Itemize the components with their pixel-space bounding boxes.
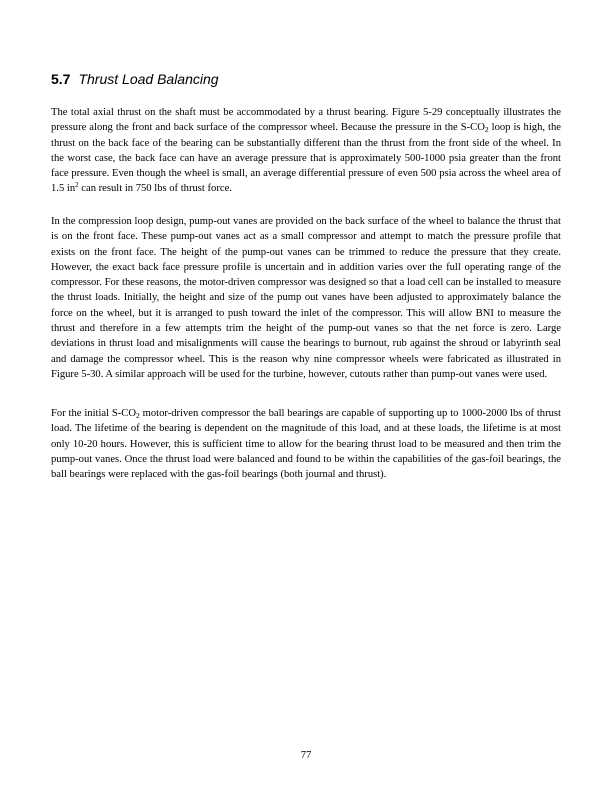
paragraph-thrust-bearing <box>51 105 561 197</box>
paragraph1-text-c: can result in 750 lbs of thrust force. <box>78 183 232 195</box>
paragraph-ball-bearings <box>51 406 561 482</box>
paragraph3-text-b: motor-driven compressor the ball bearings are capable of supporting up to 1000-2000 lbs of thrust load. The lifetime of the bearing is dependent on the magnitude of this load, and at these loads, the lifetime is at most only 10-20 hours. However, this is sufficient time to allow for the bearing thrust load to be measured and then trim the pump-out vanes. Once the thrust load were balanced and found to be within the capabilities of the gas-foil bearings, the ball bearings were replaced with the gas-foil bearings (both journal and thrust). <box>51 408 561 481</box>
paragraph-pump-out-vanes: In the compression loop design, pump-out vanes are provided on the back surface of the wheel to balance the thrust that is on the front face. These pump-out vanes act as a small compressor and attempt to match the pressure profile that exists on the front face. The height of the pump-out vanes can be trimmed to reduce the pressure that they create. However, the exact back face pressure profile is uncertain and in addition varies over the full operating range of the compressor. For these reasons, the motor-driven compressor was designed so that a load cell can be installed to measure the thrust loads. Initially, the height and size of the pump out vanes have been adjusted to approximately balance the force on the wheel, but it is arranged to push toward the inlet of the compressor. This will allow BNI to measure the thrust and therefore in a few attempts trim the height of the pump-out vanes so that the net force is zero. Large deviations in thrust load and misalignments will cause the bearings to burnout, rub against the shroud or labyrinth seal and damage the compressor wheel. This is the reason why nine compressor wheels were fabricated as illustrated in Figure 5-30. A similar approach will be used for the turbine, however, cutouts rather than pump-out vanes were used. <box>51 216 561 380</box>
paragraph3-text-a: For the initial S-CO <box>51 408 137 419</box>
area-superscript: 2 <box>75 181 79 190</box>
paragraph1-text-b: loop is high, the thrust on the back face of the bearing can be substantially different than the thrust from the front side of the wheel. In the worst case, the back face can have an average pressure that is approximately 500-1000 psia greater than the front face pressure. Even though the wheel is small, an average differential pressure of even 500 psia across the wheel area of 1.5 in <box>51 122 561 195</box>
page-number: 77 <box>300 750 312 761</box>
section-heading <box>51 71 219 87</box>
section-title: Thrust Load Balancing <box>78 71 219 87</box>
paragraph1-text-a: The total axial thrust on the shaft must be accommodated by a thrust bearing. Figure 5-29 conceptually illustrates the pressure along the front and back surface of the compressor wheel. Because the pressure in the S-CO <box>51 107 561 134</box>
section-number: 5.7 <box>51 71 71 87</box>
co2-subscript: 2 <box>136 411 140 420</box>
co2-subscript: 2 <box>484 125 489 135</box>
